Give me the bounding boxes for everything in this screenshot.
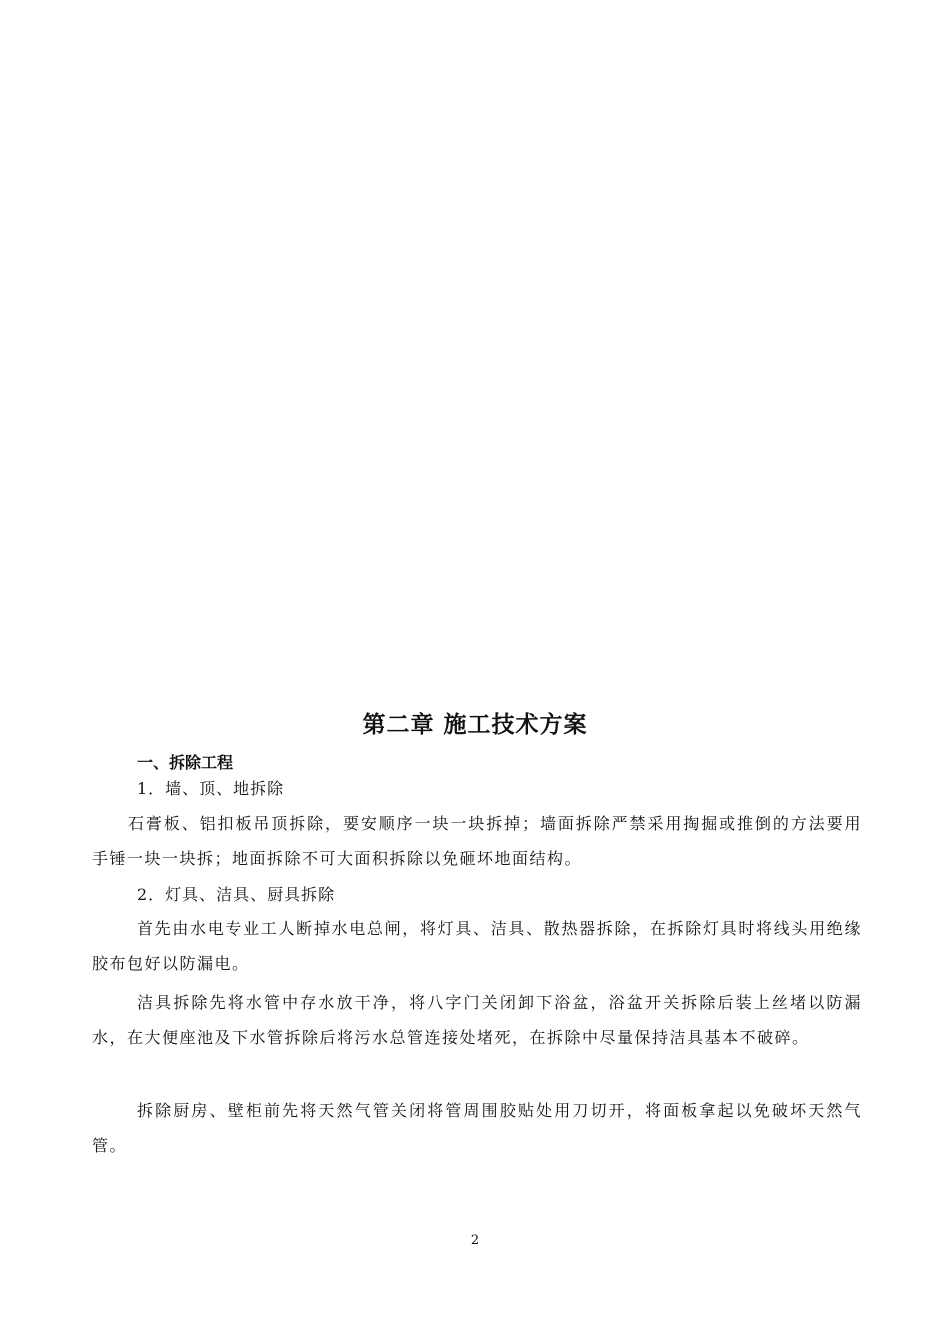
paragraph: 洁具拆除先将水管中存水放干净，将八字门关闭卸下浴盆，浴盆开关拆除后装上丝堵以防漏水，在大便座池及下水管拆除后将污水总管连接处堵死，在拆除中尽量保持洁具基本不破碎。: [92, 993, 862, 1047]
subsection-heading-2: 2．灯具、洁具、厨具拆除: [137, 885, 336, 904]
subsection-heading-1: 1．墙、顶、地拆除: [137, 779, 285, 798]
paragraph: 首先由水电专业工人断掉水电总闸，将灯具、洁具、散热器拆除，在拆除灯具时将线头用绝缘胶布包好以防漏电。: [92, 919, 862, 973]
paragraph: 拆除厨房、壁柜前先将天然气管关闭将管周围胶贴处用刀切开，将面板拿起以免破坏天然气管。: [92, 1101, 862, 1155]
chapter-title: 第二章 施工技术方案: [362, 712, 588, 738]
paragraph: 石膏板、铝扣板吊顶拆除，要安顺序一块一块拆掉；墙面拆除严禁采用掏掘或推倒的方法要用手锤一块一块拆；地面拆除不可大面积拆除以免砸坏地面结构。: [92, 814, 862, 868]
section-heading: 一、拆除工程: [137, 753, 234, 772]
page-number: 2: [470, 1233, 480, 1248]
